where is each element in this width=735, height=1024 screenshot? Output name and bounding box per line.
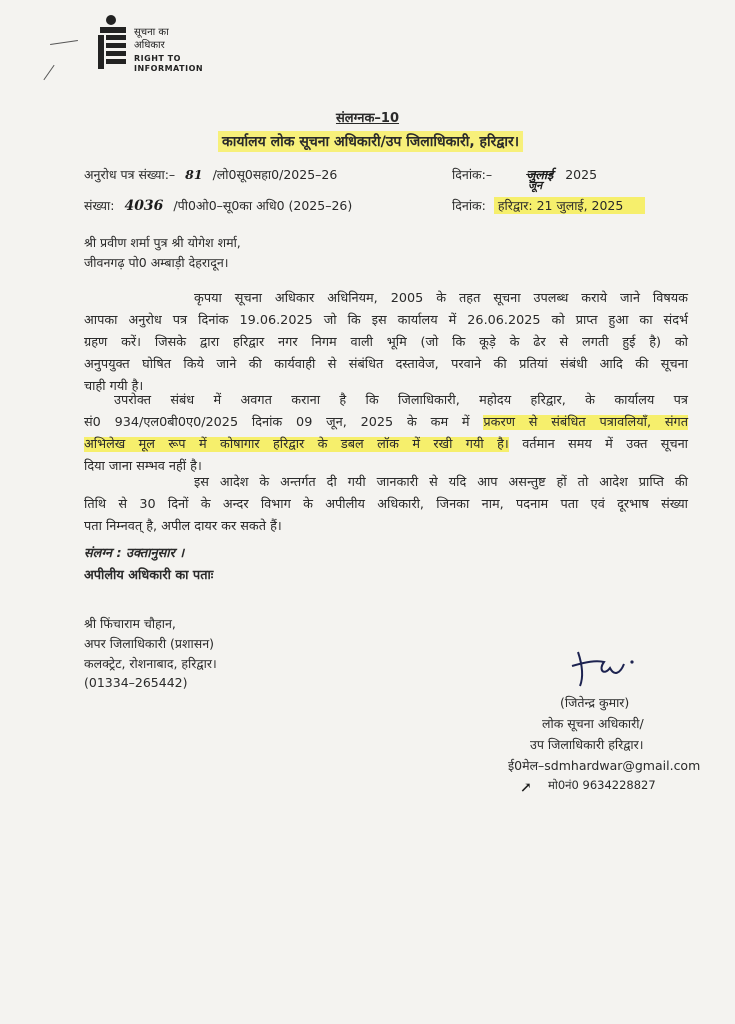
signatory-title-2: उप जिलाधिकारी हरिद्वार। bbox=[530, 737, 644, 752]
number-handwritten: 4036 bbox=[124, 198, 164, 214]
request-suffix: /लो0सू0सहा0/2025–26 bbox=[212, 167, 338, 182]
date-2-text: हरिद्वार: 21 जुलाई, 2025 bbox=[494, 197, 645, 214]
para3-line: तिथि से 30 दिनों के अन्दर विभाग के अपीलीय अधिकारी, जिनका नाम, पदनाम पता एवं दूरभाष संख्या bbox=[84, 497, 688, 512]
annexure-heading: संलग्नक–10 bbox=[335, 111, 400, 126]
para1-line: कृपया सूचना अधिकार अधिनियम, 2005 के तहत सूचना उपलब्ध कराये जाने विषयक bbox=[194, 291, 688, 306]
logo-english-line2: INFORMATION bbox=[134, 64, 204, 73]
para1-line: चाही गयी है। bbox=[84, 379, 144, 394]
pen-mark bbox=[50, 40, 78, 45]
para3-line: इस आदेश के अन्तर्गत दी गयी जानकारी से यदि आप असन्तुष्ट हों तो आदेश प्राप्ति की bbox=[194, 475, 688, 490]
date-row-1 bbox=[452, 166, 597, 183]
paragraph-2 bbox=[84, 390, 688, 478]
para2-line bbox=[84, 434, 688, 456]
appellate-name: श्री फिंचाराम चौहान, bbox=[84, 616, 176, 631]
number-suffix: /पी0ओ0–सू0का अधि0 (2025–26) bbox=[173, 198, 353, 213]
signatory-title-1: लोक सूचना अधिकारी/ bbox=[542, 716, 644, 731]
para2-highlight: अभिलेख मूल रूप में कोषागार हरिद्वार के डबल लॉक में रखी गयी है। bbox=[84, 437, 509, 452]
logo-hindi-line1: सूचना का bbox=[134, 27, 169, 38]
appellate-address: कलक्ट्रेट, रोशनाबाद, हरिद्वार। bbox=[84, 656, 217, 671]
para2-text: वर्तमान समय में उक्त सूचना bbox=[522, 437, 688, 452]
para2-highlight: प्रकरण से संबंधित पत्रावलियाँ, संगत bbox=[483, 415, 688, 430]
date-1-correction: जून bbox=[528, 179, 543, 192]
paragraph-3 bbox=[84, 472, 688, 538]
para1-line: ग्रहण करें। जिसके द्वारा हरिद्वार नगर निगम वाली भूमि (जो कि कूड़े के ढेर से लगती हुई है) को bbox=[84, 335, 688, 350]
addressee-line2: जीवनगढ़ पो0 अम्बाड़ी देहरादून। bbox=[84, 255, 229, 270]
office-heading: कार्यालय लोक सूचना अधिकारी/उप जिलाधिकारी, हरिद्वार। bbox=[218, 131, 523, 152]
para1-line: अनुपयुक्त घोषित किये जाने की कार्यवाही से संबंधित दस्तावेज, परवाने की प्रतियां संबंधी आदि की सूचना bbox=[84, 357, 688, 372]
number-row bbox=[84, 197, 352, 214]
date-label-2: दिनांक: bbox=[452, 198, 486, 213]
enclosure-note: संलग्न : उक्तानुसार । bbox=[84, 546, 185, 561]
signature-mark bbox=[568, 646, 638, 690]
appellate-heading: अपीलीय अधिकारी का पताः bbox=[84, 568, 214, 583]
para2-line: दिया जाना सम्भव नहीं है। bbox=[84, 459, 202, 474]
request-number-row bbox=[84, 166, 337, 183]
appellate-designation: अपर जिलाधिकारी (प्रशासन) bbox=[84, 636, 215, 651]
signatory-mobile: मो0नं0 9634228827 bbox=[548, 778, 656, 792]
para2-line: उपरोक्त संबंध में अवगत कराना है कि जिलाधिकारी, महोदय हरिद्वार, के कार्यालय पत्र bbox=[114, 393, 688, 408]
signatory-name: (जितेन्द्र कुमार) bbox=[560, 695, 630, 710]
para3-line: पता निम्नवत् है, अपील दायर कर सकते हैं। bbox=[84, 519, 282, 534]
rti-logo bbox=[96, 14, 216, 74]
number-label: संख्या: bbox=[84, 198, 115, 213]
signatory-email: ई0मेल–sdmhardwar@gmail.com bbox=[508, 758, 701, 773]
date-1-handwritten: जुलाई bbox=[526, 167, 554, 182]
pen-tick-mark: ↗ bbox=[520, 780, 532, 796]
para1-line: आपका अनुरोध पत्र दिनांक 19.06.2025 जो कि इस कार्यालय में 26.06.2025 को प्राप्त हुआ का संदर्भ bbox=[84, 313, 688, 328]
date-label-1: दिनांक:– bbox=[452, 167, 493, 182]
para2-line bbox=[84, 412, 688, 434]
addressee-line1: श्री प्रवीण शर्मा पुत्र श्री योगेश शर्मा, bbox=[84, 235, 241, 250]
logo-english-line1: RIGHT TO bbox=[134, 54, 181, 63]
request-number-handwritten: 81 bbox=[185, 167, 203, 182]
date-row-2 bbox=[452, 197, 645, 214]
request-label: अनुरोध पत्र संख्या:– bbox=[84, 167, 176, 182]
paragraph-1 bbox=[84, 288, 688, 398]
logo-hindi-line2: अधिकार bbox=[134, 40, 165, 51]
pen-mark bbox=[43, 65, 54, 80]
date-1-year: 2025 bbox=[565, 167, 598, 182]
para2-text: सं0 934/एल0बी0ए0/2025 दिनांक 09 जून, 2025 के कम में bbox=[84, 415, 470, 430]
appellate-phone: (01334–265442) bbox=[84, 675, 188, 690]
rti-logo-icon bbox=[96, 14, 130, 72]
